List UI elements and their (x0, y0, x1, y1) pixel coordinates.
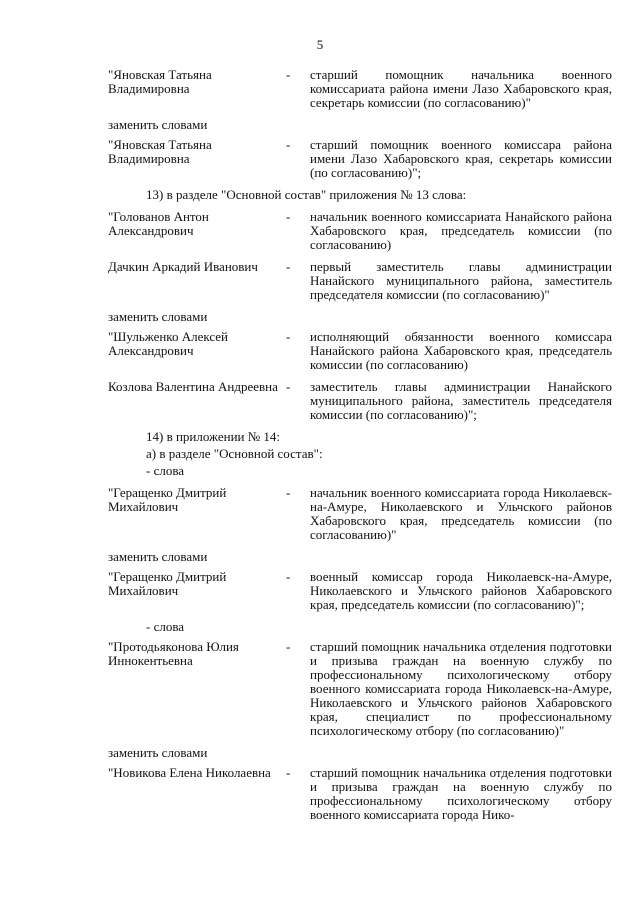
member-name: "Геращенко Дмитрий Михайлович (108, 485, 227, 514)
member-duty: старший помощник начальника отделения подготовки и призыва граждан на военную службу по профессиональному психологическому отбору военного комиссариата города Нико- (310, 765, 612, 822)
member-duty: начальник военного комиссариата города Николаевск-на-Амуре, Николаевского и Ульчского районов Хабаровского края, председатель комиссии (по согласованию)" (310, 485, 612, 542)
replace-phrase: заменить словами (108, 745, 208, 760)
section-heading: а) в разделе "Основной состав": (146, 446, 323, 461)
member-duty: исполняющий обязанности военного комиссара Нанайского района Хабаровского края, председатель комиссии (по согласованию) (310, 329, 612, 372)
member-entry (108, 486, 612, 542)
dash: - (286, 259, 291, 274)
member-entry (108, 330, 612, 372)
member-entry (108, 570, 612, 612)
dash: - (286, 765, 291, 780)
member-entry (108, 138, 612, 180)
member-duty: заместитель главы администрации Нанайского муниципального района, заместитель председателя комиссии (по согласованию)"; (310, 379, 612, 422)
member-entry (108, 380, 612, 422)
dash: - (286, 485, 291, 500)
dash: - (286, 569, 291, 584)
member-name: Козлова Валентина Андреевна (108, 379, 278, 394)
member-name: "Новикова Елена Николаевна (108, 765, 271, 780)
dash: - (286, 639, 291, 654)
member-name: Дачкин Аркадий Иванович (108, 259, 258, 274)
member-duty: военный комиссар города Николаевск-на-Амуре, Николаевского и Ульчского районов Хабаровского края, председатель комиссии (по согласованию)"; (310, 569, 612, 612)
member-duty: старший помощник начальника отделения подготовки и призыва граждан на военную службу по профессиональному психологическому отбору военного комиссариата города Николаевск-на-Амуре, Николаевского и Ульчского районов Хабаровского края, специалист по профессиональному психологическому отбору (по согласованию)" (310, 639, 612, 738)
member-name: "Протодьяконова Юлия Иннокентьевна (108, 639, 239, 668)
section-heading: - слова (146, 619, 185, 634)
replace-phrase: заменить словами (108, 309, 208, 324)
dash: - (286, 329, 291, 344)
replace-phrase: заменить словами (108, 117, 208, 132)
page-number: 5 (316, 37, 324, 52)
dash: - (286, 137, 291, 152)
member-name: "Шульженко Алексей Александрович (108, 329, 229, 358)
member-entry (108, 68, 612, 110)
member-name: "Геращенко Дмитрий Михайлович (108, 569, 227, 598)
member-duty: первый заместитель главы администрации Нанайского муниципального района, заместитель председателя комиссии (по согласованию)" (310, 259, 612, 302)
dash: - (286, 379, 291, 394)
member-entry (108, 210, 612, 252)
member-entry (108, 640, 612, 738)
dash: - (286, 67, 291, 82)
replace-phrase: заменить словами (108, 549, 208, 564)
member-name: "Яновская Татьяна Владимировна (108, 67, 212, 96)
member-duty: начальник военного комиссариата Нанайского района Хабаровского края, председатель комиссии (по согласованию) (310, 209, 612, 252)
section-heading: 13) в разделе "Основной состав" приложения № 13 слова: (146, 187, 467, 202)
member-name: "Голованов Антон Александрович (108, 209, 209, 238)
member-entry (108, 260, 612, 302)
member-entry (108, 766, 612, 822)
dash: - (286, 209, 291, 224)
section-heading: 14) в приложении № 14: (146, 429, 281, 444)
document-body (108, 68, 612, 822)
member-name: "Яновская Татьяна Владимировна (108, 137, 212, 166)
member-duty: старший помощник начальника военного комиссариата района имени Лазо Хабаровского края, секретарь комиссии (по согласованию)" (310, 67, 612, 110)
section-heading: - слова (146, 463, 185, 478)
member-duty: старший помощник военного комиссара района имени Лазо Хабаровского края, секретарь комиссии (по согласованию)"; (310, 137, 612, 180)
